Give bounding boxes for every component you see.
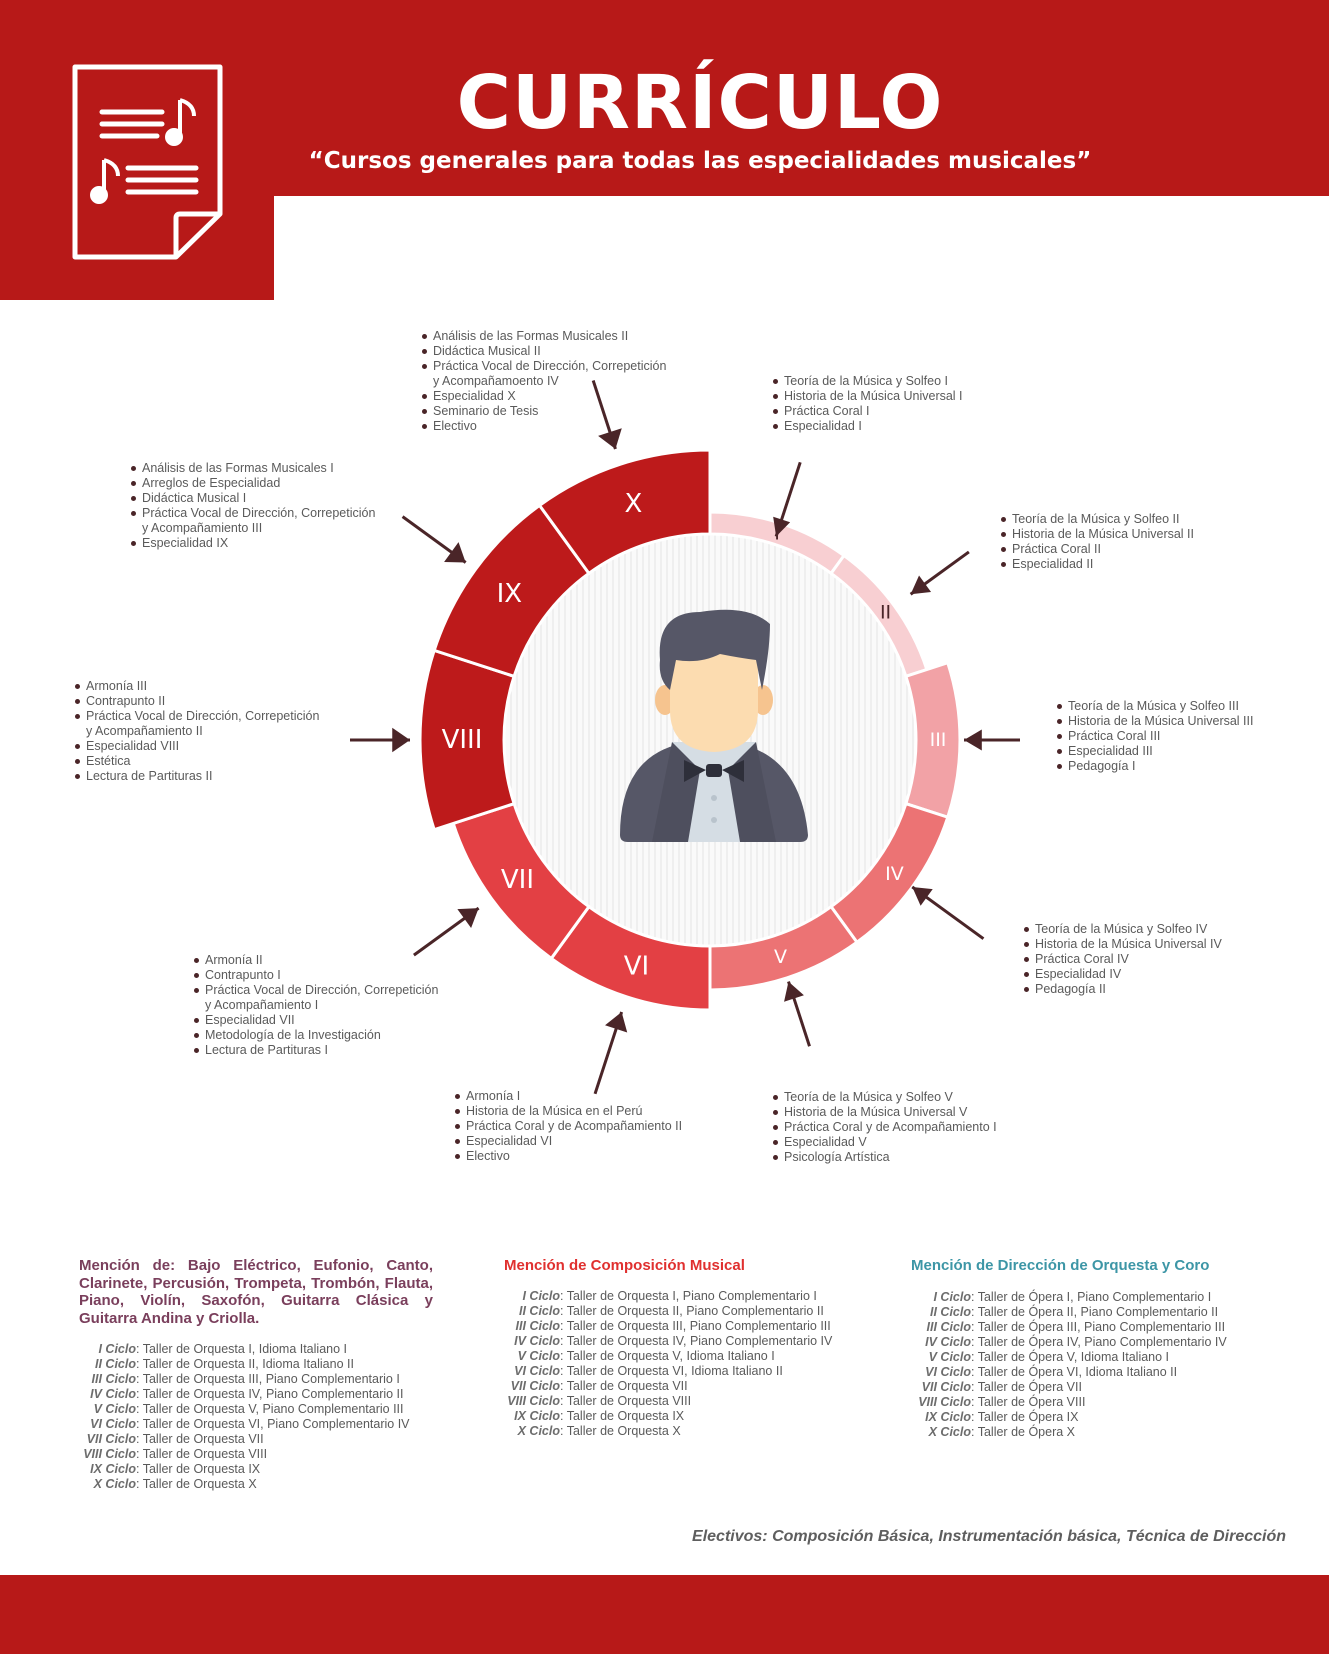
- mention-workshop-list: [79, 1342, 410, 1492]
- cycle-i-course-list: [772, 374, 963, 434]
- workshop-text: : Taller de Orquesta VIII: [136, 1447, 268, 1461]
- workshop-text: : Taller de Orquesta X: [560, 1424, 681, 1438]
- course-item: Especialidad III: [1056, 744, 1253, 759]
- workshop-text: : Taller de Ópera IX: [971, 1410, 1079, 1424]
- cycle-pointer-arrow-ii: [911, 576, 931, 595]
- course-item: Especialidad V: [772, 1135, 997, 1150]
- workshop-text: : Taller de Ópera II, Piano Complementario II: [971, 1305, 1219, 1319]
- cycle-pointer-arrow-iii: [964, 730, 982, 751]
- cycle-label: III Ciclo: [515, 1319, 560, 1333]
- course-item: Historia de la Música Universal I: [772, 389, 963, 404]
- cycle-label: VII Ciclo: [510, 1379, 560, 1393]
- course-item: Contrapunto II: [74, 694, 319, 709]
- course-item: Lectura de Partituras II: [74, 769, 319, 784]
- course-item: Historia de la Música Universal III: [1056, 714, 1253, 729]
- cycle-label: I Ciclo: [933, 1290, 971, 1304]
- cycle-label: IV Ciclo: [514, 1334, 560, 1348]
- cycle-pointer-arrow-viii: [392, 728, 410, 752]
- cycle-ix-course-list: [130, 461, 375, 551]
- page-title: CURRÍCULO: [456, 60, 944, 146]
- course-item: Especialidad VII: [193, 1013, 438, 1028]
- cycle-label: II Ciclo: [95, 1357, 136, 1371]
- cycle-label: VIII Ciclo: [918, 1395, 971, 1409]
- mention-list-item: [79, 1447, 410, 1462]
- cycle-label: VIII Ciclo: [507, 1394, 560, 1408]
- course-item: Electivo: [454, 1149, 682, 1164]
- cycle-label: IX Ciclo: [925, 1410, 971, 1424]
- cycle-numeral-x: X: [624, 489, 643, 520]
- cycle-numeral-iii: III: [929, 729, 947, 751]
- electives-note: Electivos: Composición Básica, Instrumentación básica, Técnica de Dirección: [692, 1528, 1286, 1545]
- mention-list-item: [79, 1372, 410, 1387]
- workshop-text: : Taller de Orquesta IV, Piano Complementario IV: [560, 1334, 833, 1348]
- cycle-label: IX Ciclo: [514, 1409, 560, 1423]
- cycle-label: VII Ciclo: [921, 1380, 971, 1394]
- workshop-text: : Taller de Orquesta VI, Piano Complementario IV: [136, 1417, 410, 1431]
- cycle-pointer-arrow-iv: [912, 887, 932, 906]
- course-item: Pedagogía I: [1056, 759, 1253, 774]
- mention-list-item: [79, 1342, 410, 1357]
- cycle-numeral-viii: VIII: [441, 725, 483, 755]
- course-item: Práctica Vocal de Dirección, Correpetición y Acompañamiento II: [74, 709, 319, 739]
- course-item: Especialidad VIII: [74, 739, 319, 754]
- course-item: Análisis de las Formas Musicales I: [130, 461, 375, 476]
- workshop-text: : Taller de Orquesta VIII: [560, 1394, 692, 1408]
- cycle-numeral-i: I: [774, 522, 780, 545]
- cycle-numeral-iv: IV: [885, 863, 904, 886]
- course-item: Contrapunto I: [193, 968, 438, 983]
- cycle-label: V Ciclo: [517, 1349, 560, 1363]
- workshop-text: : Taller de Ópera VIII: [971, 1395, 1086, 1409]
- course-item: Historia de la Música Universal V: [772, 1105, 997, 1120]
- course-item: Práctica Coral y de Acompañamiento II: [454, 1119, 682, 1134]
- course-item: Didáctica Musical I: [130, 491, 375, 506]
- course-item: Armonía I: [454, 1089, 682, 1104]
- mention-list-item: [911, 1335, 1227, 1350]
- mention-list-item: [911, 1365, 1227, 1380]
- course-item: Armonía III: [74, 679, 319, 694]
- workshop-text: : Taller de Orquesta III, Piano Complementario I: [136, 1372, 400, 1386]
- mention-list-item: [911, 1305, 1227, 1320]
- course-item: Práctica Vocal de Dirección, Correpetición y Acompañamiento I: [193, 983, 438, 1013]
- cycle-label: IX Ciclo: [90, 1462, 136, 1476]
- workshop-text: : Taller de Orquesta III, Piano Complementario III: [560, 1319, 831, 1333]
- mention-list-item: [79, 1417, 410, 1432]
- workshop-text: : Taller de Orquesta I, Piano Complementario I: [560, 1289, 817, 1303]
- course-item: Especialidad IV: [1023, 967, 1222, 982]
- workshop-text: : Taller de Ópera III, Piano Complementario III: [971, 1320, 1226, 1334]
- workshop-text: : Taller de Orquesta IV, Piano Complementario II: [136, 1387, 404, 1401]
- cycle-label: V Ciclo: [928, 1350, 971, 1364]
- workshop-text: : Taller de Ópera I, Piano Complementario I: [971, 1290, 1212, 1304]
- course-item: Práctica Vocal de Dirección, Correpetición y Acompañamoento IV: [421, 359, 666, 389]
- course-item: Teoría de la Música y Solfeo V: [772, 1090, 997, 1105]
- cycle-label: X Ciclo: [93, 1477, 136, 1491]
- cycle-viii-course-list: [74, 679, 319, 784]
- mention-list-item: [504, 1349, 832, 1364]
- workshop-text: : Taller de Orquesta V, Idioma Italiano I: [560, 1349, 775, 1363]
- cycle-label: IV Ciclo: [925, 1335, 971, 1349]
- cycle-label: I Ciclo: [522, 1289, 560, 1303]
- mention-list-item: [79, 1387, 410, 1402]
- mention-list-item: [911, 1410, 1227, 1425]
- cycle-label: V Ciclo: [93, 1402, 136, 1416]
- mention-title: Mención de Dirección de Orquesta y Coro: [911, 1257, 1210, 1274]
- cycle-iv-course-list: [1023, 922, 1222, 997]
- course-item: Especialidad IX: [130, 536, 375, 551]
- course-item: Historia de la Música Universal IV: [1023, 937, 1222, 952]
- mention-list-item: [504, 1334, 832, 1349]
- workshop-text: : Taller de Orquesta I, Idioma Italiano I: [136, 1342, 347, 1356]
- cycle-label: I Ciclo: [98, 1342, 136, 1356]
- cycle-numeral-vi: VI: [623, 951, 650, 982]
- workshop-text: : Taller de Ópera X: [971, 1425, 1075, 1439]
- cycle-label: II Ciclo: [930, 1305, 971, 1319]
- mention-list-item: [911, 1290, 1227, 1305]
- course-item: Especialidad X: [421, 389, 666, 404]
- cycle-numeral-vii: VII: [500, 864, 535, 895]
- workshop-text: : Taller de Orquesta II, Piano Complementario II: [560, 1304, 824, 1318]
- cycle-label: VI Ciclo: [925, 1365, 971, 1379]
- mention-list-item: [79, 1357, 410, 1372]
- mention-list-item: [504, 1319, 832, 1334]
- cycle-numeral-ii: II: [879, 601, 892, 624]
- course-item: Teoría de la Música y Solfeo IV: [1023, 922, 1222, 937]
- cycle-label: VI Ciclo: [514, 1364, 560, 1378]
- mention-list-item: [504, 1289, 832, 1304]
- cycle-label: VI Ciclo: [90, 1417, 136, 1431]
- mention-list-item: [79, 1477, 410, 1492]
- cycle-pointer-arrow-ix: [444, 542, 466, 562]
- mention-list-item: [504, 1304, 832, 1319]
- workshop-text: : Taller de Orquesta IX: [560, 1409, 685, 1423]
- workshop-text: : Taller de Orquesta II, Idioma Italiano II: [136, 1357, 354, 1371]
- course-item: Práctica Coral III: [1056, 729, 1253, 744]
- course-item: Armonía II: [193, 953, 438, 968]
- course-item: Práctica Coral IV: [1023, 952, 1222, 967]
- course-item: Estética: [74, 754, 319, 769]
- cycle-label: X Ciclo: [928, 1425, 971, 1439]
- workshop-text: : Taller de Orquesta VII: [560, 1379, 688, 1393]
- workshop-text: : Taller de Orquesta V, Piano Complementario III: [136, 1402, 404, 1416]
- cycle-ii-course-list: [1000, 512, 1194, 572]
- cycle-x-course-list: [421, 329, 666, 434]
- mention-list-item: [911, 1395, 1227, 1410]
- course-item: Especialidad II: [1000, 557, 1194, 572]
- course-item: Pedagogía II: [1023, 982, 1222, 997]
- page-subtitle: “Cursos generales para todas las especialidades musicales”: [308, 148, 1092, 174]
- cycle-pointer-arrow-vii: [457, 908, 478, 928]
- cycle-label: VIII Ciclo: [83, 1447, 136, 1461]
- cycle-iii-course-list: [1056, 699, 1253, 774]
- course-item: Teoría de la Música y Solfeo III: [1056, 699, 1253, 714]
- course-item: Teoría de la Música y Solfeo II: [1000, 512, 1194, 527]
- mention-title: Mención de: Bajo Eléctrico, Eufonio, Canto, Clarinete, Percusión, Trompeta, Trombón, Flauta, Piano, Violín, Saxofón, Guitarra Clásica y Guitarra Andina y Criolla.: [79, 1257, 433, 1327]
- mention-title: Mención de Composición Musical: [504, 1257, 745, 1274]
- course-item: Práctica Vocal de Dirección, Correpetición y Acompañamiento III: [130, 506, 375, 536]
- mention-list-item: [911, 1320, 1227, 1335]
- workshop-text: : Taller de Orquesta VII: [136, 1432, 264, 1446]
- mention-list-item: [79, 1462, 410, 1477]
- mention-list-item: [79, 1432, 410, 1447]
- cycle-vi-course-list: [454, 1089, 682, 1164]
- course-item: Análisis de las Formas Musicales II: [421, 329, 666, 344]
- workshop-text: : Taller de Orquesta X: [136, 1477, 257, 1491]
- course-item: Seminario de Tesis: [421, 404, 666, 419]
- mention-list-item: [911, 1380, 1227, 1395]
- workshop-text: : Taller de Ópera V, Idioma Italiano I: [971, 1350, 1170, 1364]
- course-item: Especialidad VI: [454, 1134, 682, 1149]
- mention-list-item: [504, 1424, 832, 1439]
- course-item: Didáctica Musical II: [421, 344, 666, 359]
- mention-workshop-list: [504, 1289, 832, 1439]
- course-item: Arreglos de Especialidad: [130, 476, 375, 491]
- workshop-text: : Taller de Orquesta VI, Idioma Italiano II: [560, 1364, 783, 1378]
- course-item: Historia de la Música en el Perú: [454, 1104, 682, 1119]
- mention-list-item: [911, 1350, 1227, 1365]
- cycle-vii-course-list: [193, 953, 438, 1058]
- cycle-label: II Ciclo: [519, 1304, 560, 1318]
- mention-list-item: [911, 1425, 1227, 1440]
- mention-list-item: [79, 1402, 410, 1417]
- workshop-text: : Taller de Ópera IV, Piano Complementario IV: [971, 1335, 1227, 1349]
- cycle-v-course-list: [772, 1090, 997, 1165]
- course-item: Especialidad I: [772, 419, 963, 434]
- mention-list-item: [504, 1379, 832, 1394]
- course-item: Electivo: [421, 419, 666, 434]
- mention-workshop-list: [911, 1290, 1227, 1440]
- cycle-label: X Ciclo: [517, 1424, 560, 1438]
- course-item: Metodología de la Investigación: [193, 1028, 438, 1043]
- cycle-label: III Ciclo: [91, 1372, 136, 1386]
- course-item: Práctica Coral y de Acompañamiento I: [772, 1120, 997, 1135]
- mention-list-item: [504, 1364, 832, 1379]
- workshop-text: : Taller de Orquesta IX: [136, 1462, 261, 1476]
- mention-list-item: [504, 1409, 832, 1424]
- footer-band: [0, 1575, 1329, 1654]
- cycle-numeral-v: V: [773, 945, 787, 968]
- course-item: Historia de la Música Universal II: [1000, 527, 1194, 542]
- cycle-label: IV Ciclo: [90, 1387, 136, 1401]
- workshop-text: : Taller de Ópera VI, Idioma Italiano II: [971, 1365, 1178, 1379]
- cycle-numeral-ix: IX: [496, 579, 523, 610]
- cycle-label: III Ciclo: [926, 1320, 971, 1334]
- course-item: Lectura de Partituras I: [193, 1043, 438, 1058]
- mention-list-item: [504, 1394, 832, 1409]
- course-item: Práctica Coral II: [1000, 542, 1194, 557]
- workshop-text: : Taller de Ópera VII: [971, 1380, 1082, 1394]
- cycle-label: VII Ciclo: [86, 1432, 136, 1446]
- course-item: Práctica Coral I: [772, 404, 963, 419]
- course-item: Teoría de la Música y Solfeo I: [772, 374, 963, 389]
- course-item: Psicología Artística: [772, 1150, 997, 1165]
